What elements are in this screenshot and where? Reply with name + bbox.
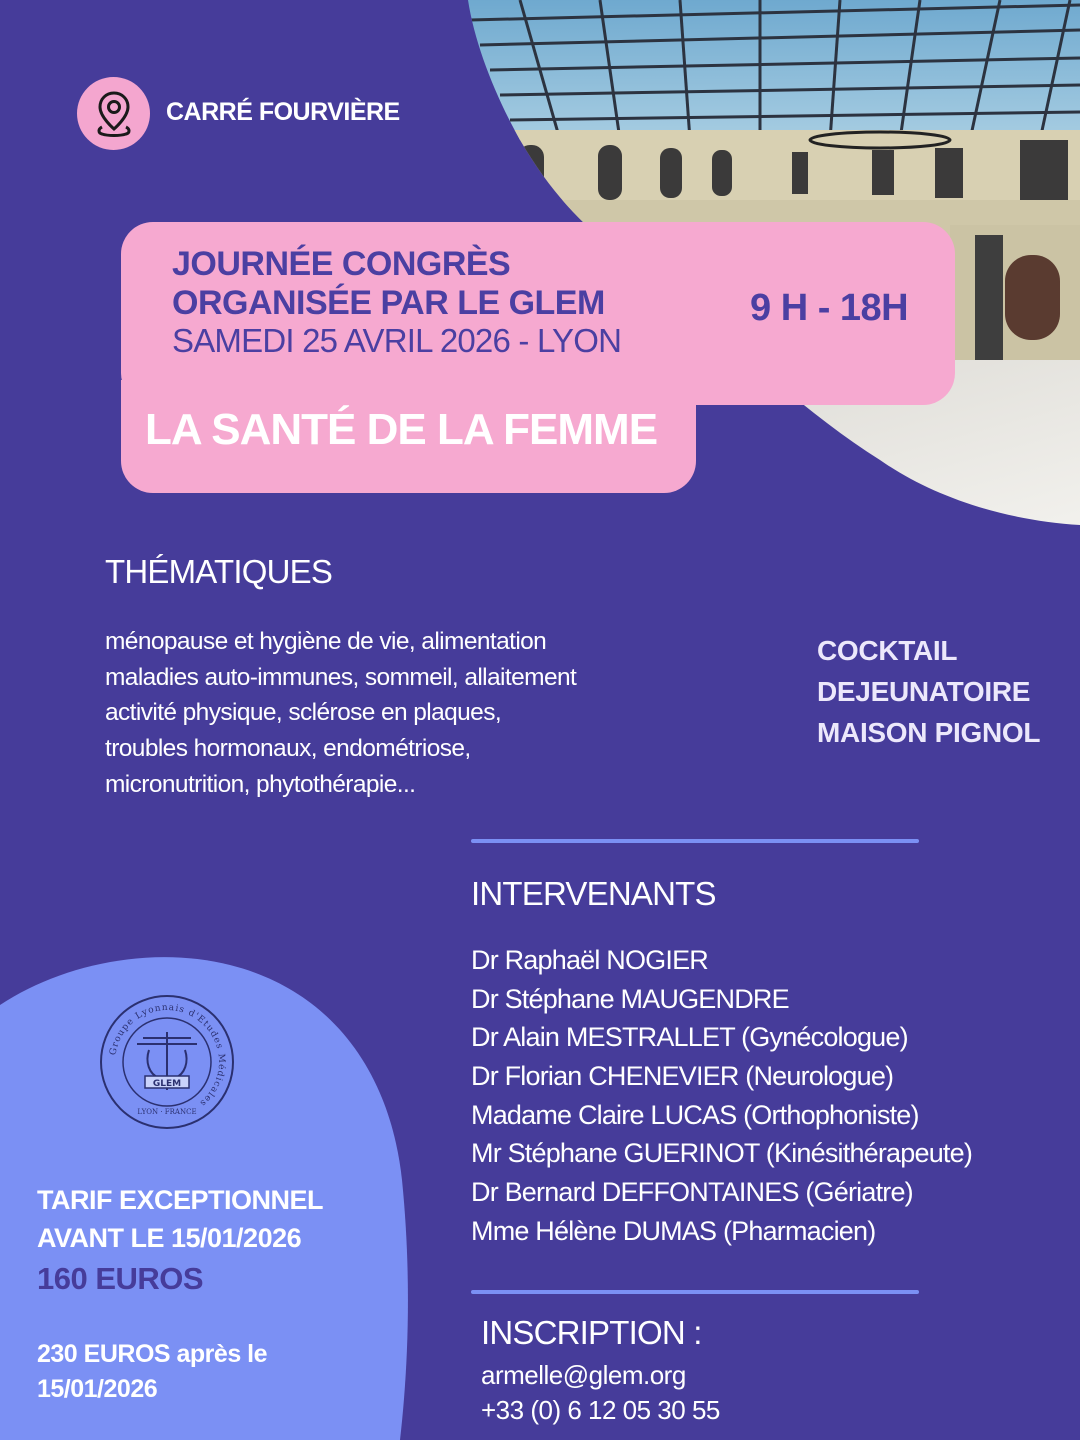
inscription-heading: INSCRIPTION : bbox=[481, 1314, 702, 1351]
event-theme: LA SANTÉ DE LA FEMME bbox=[145, 405, 658, 454]
themes-heading: THÉMATIQUES bbox=[105, 553, 333, 590]
contact-phone[interactable]: +33 (0) 6 12 05 30 55 bbox=[481, 1395, 720, 1425]
late-price-line2: 15/01/2026 bbox=[37, 1375, 158, 1403]
svg-text:GLEM: GLEM bbox=[152, 1079, 182, 1089]
speaker-item: Dr Bernard DEFFONTAINES (Gériatre) bbox=[471, 1177, 913, 1208]
speaker-item: Mr Stéphane GUERINOT (Kinésithérapeute) bbox=[471, 1138, 973, 1169]
cocktail-line: COCKTAIL bbox=[817, 635, 958, 666]
early-price: 160 EUROS bbox=[37, 1261, 204, 1296]
speakers-list bbox=[471, 941, 972, 1251]
event-time: 9 H - 18H bbox=[750, 287, 909, 329]
theme-line: micronutrition, phytothérapie... bbox=[105, 770, 416, 798]
venue-name: CARRÉ FOURVIÈRE bbox=[166, 98, 400, 126]
themes-list bbox=[105, 624, 576, 802]
tarif-line2: AVANT LE 15/01/2026 bbox=[37, 1223, 302, 1253]
speaker-item: Dr Stéphane MAUGENDRE bbox=[471, 983, 789, 1014]
event-title-line2: ORGANISÉE PAR LE GLEM bbox=[172, 284, 605, 322]
speaker-item: Dr Alain MESTRALLET (Gynécologue) bbox=[471, 1022, 908, 1053]
theme-line: maladies auto-immunes, sommeil, allaitement bbox=[105, 663, 577, 691]
theme-line: troubles hormonaux, endométriose, bbox=[105, 735, 471, 763]
speakers-heading: INTERVENANTS bbox=[471, 875, 716, 912]
speaker-item: Mme Hélène DUMAS (Pharmacien) bbox=[471, 1215, 876, 1246]
location-badge bbox=[77, 77, 150, 150]
tarif-line1: TARIF EXCEPTIONNEL bbox=[37, 1185, 324, 1215]
svg-text:Groupe Lyonnais d'Etudes Médic: Groupe Lyonnais d'Etudes Médicales bbox=[108, 1002, 227, 1109]
theme-line: ménopause et hygiène de vie, alimentation bbox=[105, 628, 547, 655]
cocktail-line: DEJEUNATOIRE bbox=[817, 676, 1031, 707]
event-title-line1: JOURNÉE CONGRÈS bbox=[172, 245, 511, 283]
cocktail-line: MAISON PIGNOL bbox=[817, 717, 1041, 748]
divider bbox=[471, 839, 919, 843]
speaker-item: Dr Florian CHENEVIER (Neurologue) bbox=[471, 1061, 894, 1092]
speaker-item: Dr Raphaël NOGIER bbox=[471, 945, 708, 975]
svg-text:LYON · FRANCE: LYON · FRANCE bbox=[137, 1108, 197, 1116]
theme-line: activité physique, sclérose en plaques, bbox=[105, 699, 502, 727]
glem-seal-logo bbox=[97, 992, 237, 1132]
cocktail-info bbox=[817, 630, 1040, 753]
divider bbox=[471, 1290, 919, 1294]
speaker-item: Madame Claire LUCAS (Orthophoniste) bbox=[471, 1099, 919, 1130]
event-date-place: SAMEDI 25 AVRIL 2026 - LYON bbox=[172, 322, 622, 359]
contact-email[interactable]: armelle@glem.org bbox=[481, 1360, 686, 1390]
late-price-line1: 230 EUROS après le bbox=[37, 1340, 268, 1368]
map-pin-icon bbox=[92, 89, 136, 139]
